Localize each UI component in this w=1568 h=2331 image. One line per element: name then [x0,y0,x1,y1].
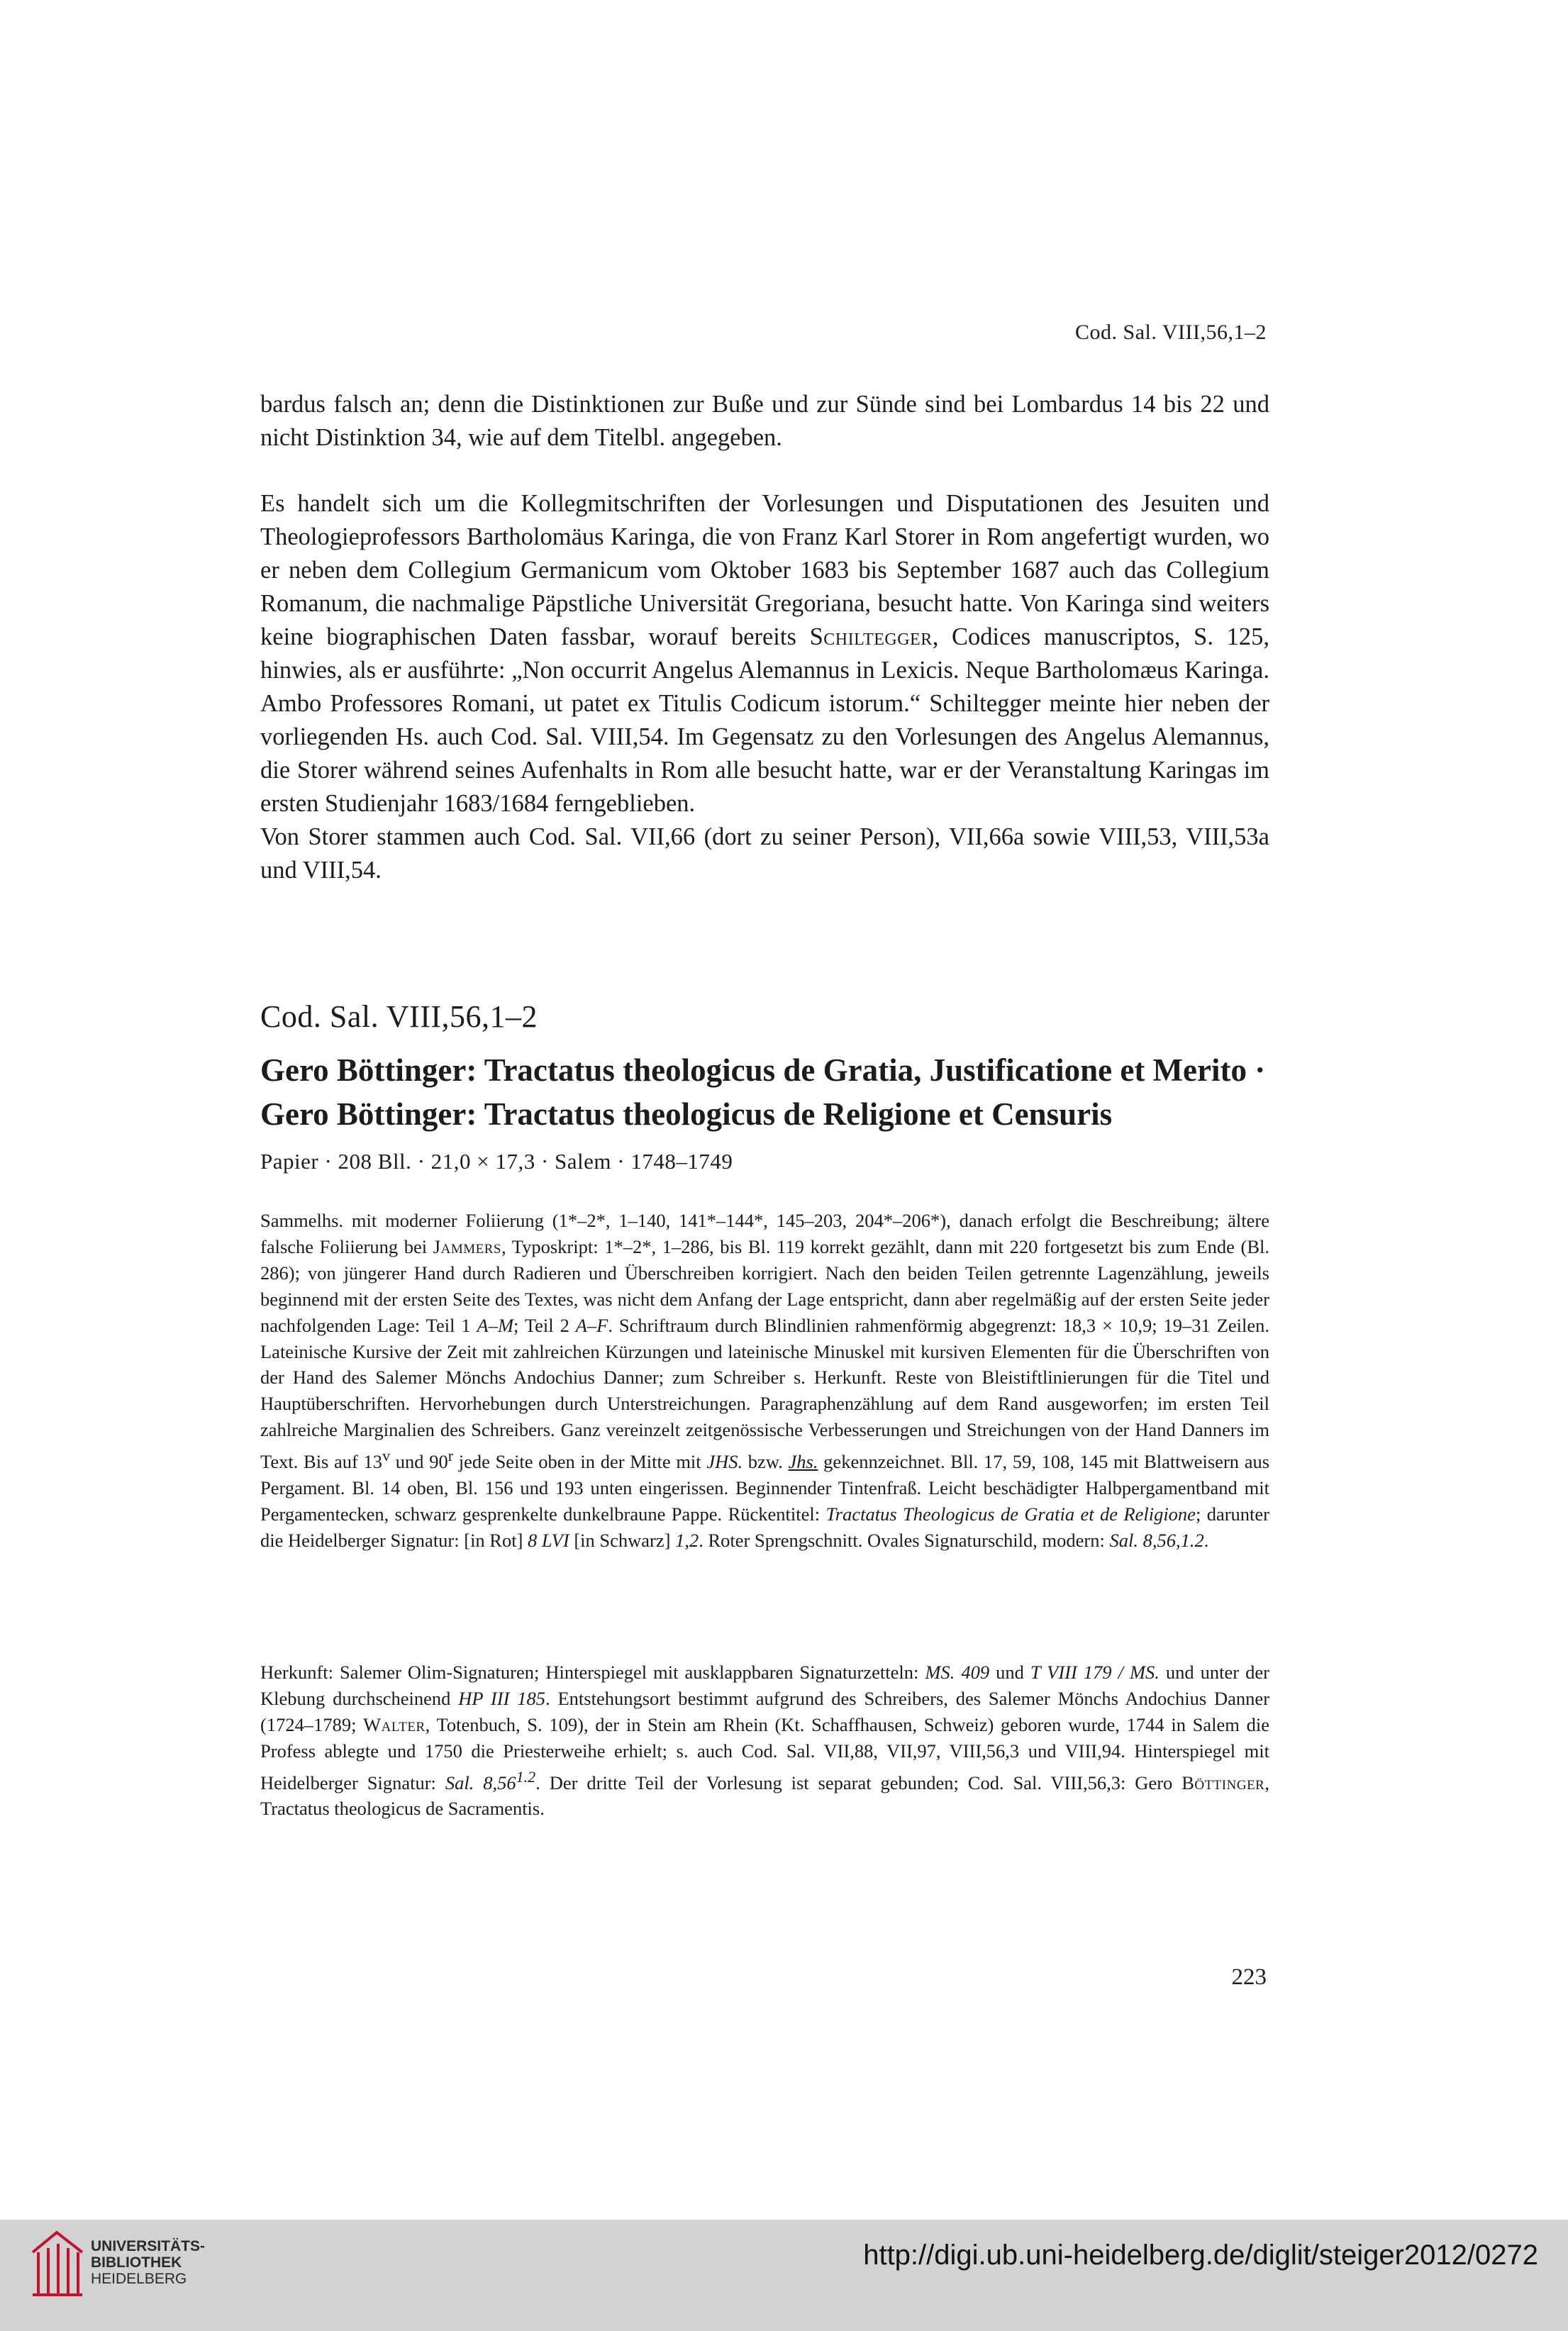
provenance-note: Herkunft: Salemer Olim-Signaturen; Hinterspiegel mit ausklappbaren Signaturzetteln: MS. 409 und T VIII 179 / MS. und unter der Klebung durchscheinend HP III 185. Entstehungsort bestimmt aufgrund des Schreibers, des Salemer Mönchs Andochius Danner (1724–1789; Walter, Totenbuch, S. 109), der in Stein am Rhein (Kt. Schaffhausen, Schweiz) geboren wurde, 1744 in Salem die Profess ablegte und 1750 die Priesterweihe erhielt; s. auch Cod. Sal. VII,88, VII,97, VIII,56,3 und VIII,94. Hinterspiegel mit Heidelberger Signatur: Sal. $8,56^{1.2}$. Der dritte Teil der Vorlesung ist separat gebunden; Cod. Sal. VIII,56,3: Gero Böttinger, Tractatus theologicus de Sacramentis. [260,1662,1270,1820]
body-paragraph: Es handelt sich um die Kollegmitschriften der Vorlesungen und Disputationen des Jesuiten und Theologieprofessors Bartholomäus Karinga, die von Franz Karl Storer in Rom angefertigt wurden, wo er neben dem Collegium Germanicum vom Oktober 1683 bis September 1687 auch das Collegium Romanum, die nachmalige Päpstliche Universität Gregoriana, besucht hatte. Von Karinga sind weiters keine biographischen Daten fassbar, worauf bereits Schiltegger, Codices manuscriptos, S. 125, hinwies, als er ausführte: „Non occurrit Angelus Alemannus in Lexicis. Neque Bartholomæus Karinga. Ambo Professores Romani, ut patet ex Titulis Codicum istorum.“ Schiltegger meinte hier neben der vorliegenden Hs. auch Cod. Sal. VIII,54. Im Gegensatz zu den Vorlesungen des Angelus Alemannus, die Storer während seines Aufenhalts in Rom alle besucht hatte, war er der Veranstaltung Karingas im ersten Studienjahr 1683/1684 ferngeblieben. [260,490,1270,817]
page-number: 223 [1231,1964,1267,1990]
author-name-smallcaps: Jammers [433,1235,501,1257]
library-logo-icon [28,2228,87,2299]
author-name-smallcaps: Schiltegger [809,623,933,650]
library-name: UNIVERSITÄTS- BIBLIOTHEK HEIDELBERG [91,2238,206,2287]
viewer-footer [0,2220,1568,2331]
body-paragraph: bardus falsch an; denn die Distinktionen zur Buße und zur Sünde sind bei Lombardus 14 bis 22 und nicht Distinktion 34, wie auf dem Titelbl. angegeben. [260,391,1269,451]
codex-description: Sammelhs. mit moderner Foliierung (1*–2*, 1–140, 141*–144*, 145–203, 204*–206*), danach erfolgt die Beschreibung; ältere falsche Foliierung bei Jammers, Typoskript: 1*–2*, 1–286, bis Bl. 119 korrekt gezählt, dann mit 220 fortgesetzt bis zum Ende (Bl. 286); von jüngerer Hand durch Radieren und Überschreiben korrigiert. Nach den beiden Teilen getrennte Lagenzählung, jeweils beginnend mit der ersten Seite des Textes, was nicht dem Anfang der Lage entspricht, dann aber regelmäßig auf der ersten Seite jeder nachfolgenden Lage: Teil 1 A–M; Teil 2 A–F. Schriftraum durch Blindlinien rahmenförmig abgegrenzt: 18,3 × 10,9; 19–31 Zeilen. Lateinische Kursive der Zeit mit zahlreichen Kürzungen und lateinische Minuskel mit kursiven Elementen für die Überschriften von der Hand des Salemer Mönchs Andochius Danner; zum Schreiber s. Herkunft. Reste von Bleistiftlinierungen für die Titel und Hauptüberschriften. Hervorhebungen durch Unterstreichungen. Paragraphenzählung auf dem Rand ausgeworfen; im ersten Teil zahlreiche Marginalien des Schreibers. Ganz vereinzelt zeitgenössische Verbesserungen und Streichungen von der Hand Danners im Text. Bis auf 13$^v$ und 90$^r$ jede Seite oben in der Mitte mit JHS. bzw. Jhs. gekennzeichnet. Bll. 17, 59, 108, 145 mit Blattweisern aus Pergament. Bl. 14 oben, Bl. 156 und 193 unten eingerissen. Beginnender Tintenfraß. Leicht beschädigter Halbpergamentband mit Pergamentecken, schwarz gesprenkelte dunkelbraune Pappe. Rückentitel: Tractatus Theologicus de Gratia et de Religione; darunter die Heidelberger Signatur: [in Rot] 8 LVI [in Schwarz] 1,2. Roter Sprengschnitt. Ovales Signaturschild, modern: Sal. 8,56,1.2. [260,1210,1270,1551]
author-name-smallcaps: Walter [363,1713,426,1735]
entry-metadata: Papier · 208 Bll. · 21,0 × 17,3 · Salem · 1748–1749 [260,1149,733,1174]
body-paragraph: Von Storer stammen auch Cod. Sal. VII,66 (dort zu seiner Person), VII,66a sowie VIII,53, VIII,53a und VIII,54. [260,823,1269,884]
previous-entry-commentary [260,487,1269,887]
entry-siglum: Cod. Sal. VIII,56,1–2 [260,999,538,1034]
entry-title: Gero Böttinger: Tractatus theologicus de Gratia, Justificatione et Merito · Gero Böttinger: Tractatus theologicus de Religione et Censuris [260,1052,1266,1132]
source-url[interactable]: http://digi.ub.uni-heidelberg.de/diglit/steiger2012/0272 [863,2240,1538,2271]
running-head: Cod. Sal. VIII,56,1–2 [1075,321,1267,344]
previous-entry-continuation [260,388,1269,455]
author-name-smallcaps: Böttinger [1181,1771,1265,1793]
